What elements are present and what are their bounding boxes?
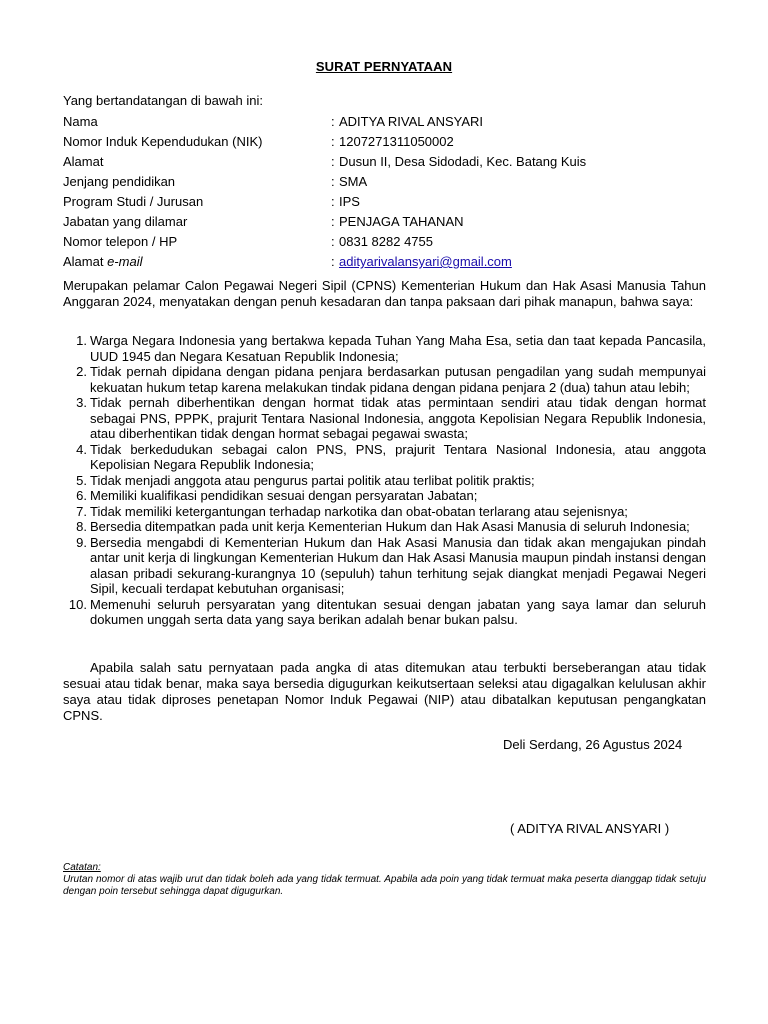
identity-row xyxy=(63,132,663,152)
list-number: 3. xyxy=(76,395,87,410)
list-text: Tidak berkedudukan sebagai calon PNS, PNS, prajurit Tentara Nasional Indonesia, atau anggota Kepolisian Negara Republik Indonesia; xyxy=(90,441,706,472)
closing-paragraph: Apabila salah satu pernyataan pada angka di atas ditemukan atau terbukti berseberangan atau tidak sesuai atau tidak benar, maka saya bersedia digugurkan keikutsertaan seleksi atau digagalkan kelulusan akhir saya atau tidak diproses penetapan Nomor Induk Pegawai (NIP) atau dibatalkan keputusan pengangkatan CPNS. xyxy=(63,660,706,723)
colon: : xyxy=(331,254,335,269)
intro-text: Yang bertandatangan di bawah ini: xyxy=(63,93,263,108)
identity-value: 1207271311050002 xyxy=(339,134,454,149)
email-label-italic: e-mail xyxy=(107,254,143,269)
identity-row xyxy=(63,232,663,252)
list-text: Warga Negara Indonesia yang bertakwa kepada Tuhan Yang Maha Esa, setia dan taat kepada Pancasila, UUD 1945 dan Negara Kesatuan Republik Indonesia; xyxy=(90,333,706,364)
opening-paragraph: Merupakan pelamar Calon Pegawai Negeri Sipil (CPNS) Kementerian Hukum dan Hak Asasi Manusia Tahun Anggaran 2024, menyatakan dengan penuh kesadaran dan tanpa paksaan dari pihak manapun, bahwa saya: xyxy=(63,278,706,309)
identity-value: 0831 8282 4755 xyxy=(339,234,433,249)
email-link[interactable]: adityarivalansyari@gmail.com xyxy=(339,254,512,269)
list-number: 5. xyxy=(76,472,87,488)
list-item xyxy=(63,535,706,597)
list-number: 4. xyxy=(76,441,87,457)
list-number: 10. xyxy=(68,596,87,612)
list-number: 6. xyxy=(76,488,87,503)
colon: : xyxy=(331,194,335,209)
identity-row xyxy=(63,152,663,172)
list-text: Memiliki kualifikasi pendidikan sesuai dengan persyaratan Jabatan; xyxy=(90,488,478,503)
list-item xyxy=(63,364,706,395)
statement-list xyxy=(63,333,706,628)
identity-row xyxy=(63,192,663,212)
list-text: Tidak menjadi anggota atau pengurus partai politik atau terlibat politik praktis; xyxy=(90,472,535,488)
list-text: Bersedia mengabdi di Kementerian Hukum dan Hak Asasi Manusia dan tidak akan mengajukan pindah antar unit kerja di lingkungan Kementerian Hukum dan Hak Asasi Manusia maupun pindah instansi dengan alasan pribadi sekurang-kurangnya 10 (sepuluh) tahun terhitung sejak diangkat menjadi Pegawai Negeri Sipil, kecuali terdapat kebutuhan organisasi; xyxy=(90,534,706,596)
note-block xyxy=(63,862,706,898)
list-number: 9. xyxy=(76,534,87,550)
identity-value: PENJAGA TAHANAN xyxy=(339,214,464,229)
colon: : xyxy=(331,214,335,229)
list-item xyxy=(63,442,706,473)
document-title: SURAT PERNYATAAN xyxy=(315,59,453,74)
note-caption: Catatan: xyxy=(63,862,101,873)
identity-label: Program Studi / Jurusan xyxy=(63,194,204,209)
identity-label: Nomor telepon / HP xyxy=(63,234,178,249)
list-text: Memenuhi seluruh persyaratan yang ditentukan sesuai dengan jabatan yang saya lamar dan seluruh dokumen unggah serta data yang saya berikan adalah benar bukan palsu. xyxy=(90,596,706,627)
list-number: 1. xyxy=(76,333,87,348)
identity-value: ADITYA RIVAL ANSYARI xyxy=(339,114,484,129)
list-item xyxy=(63,504,706,520)
list-number: 2. xyxy=(76,364,87,379)
identity-label: Jabatan yang dilamar xyxy=(63,214,188,229)
colon: : xyxy=(331,114,335,129)
email-label xyxy=(63,252,142,272)
identity-value: IPS xyxy=(339,194,360,209)
email-label-prefix: Alamat xyxy=(63,254,108,269)
list-text: Bersedia ditempatkan pada unit kerja Kementerian Hukum dan Hak Asasi Manusia di seluruh Indonesia; xyxy=(90,519,690,534)
colon: : xyxy=(331,154,335,169)
identity-row xyxy=(63,112,663,132)
colon: : xyxy=(331,174,335,189)
place-date: Deli Serdang, 26 Agustus 2024 xyxy=(503,737,683,752)
identity-row xyxy=(63,212,663,232)
colon: : xyxy=(331,134,335,149)
identity-label: Jenjang pendidikan xyxy=(63,174,176,189)
signer-name: ( ADITYA RIVAL ANSYARI ) xyxy=(510,821,670,836)
list-text: Tidak memiliki ketergantungan terhadap narkotika dan obat-obatan terlarang atau sejenisnya; xyxy=(90,503,628,519)
identity-table xyxy=(63,112,663,272)
identity-row-email xyxy=(63,252,663,272)
list-text: Tidak pernah diberhentikan dengan hormat tidak atas permintaan sendiri atau tidak dengan hormat sebagai PNS, PPPK, prajurit Tentara Nasional Indonesia, anggota Kepolisian Negara Republik Indonesia, atau diberhentikan tidak dengan hormat sebagai pegawai swasta; xyxy=(90,395,706,441)
identity-label: Nomor Induk Kependudukan (NIK) xyxy=(63,134,263,149)
list-number: 8. xyxy=(76,519,87,534)
list-item xyxy=(63,333,706,364)
list-number: 7. xyxy=(76,503,87,519)
identity-value: SMA xyxy=(339,174,368,189)
identity-row xyxy=(63,172,663,192)
list-item xyxy=(63,395,706,442)
list-item xyxy=(63,597,706,628)
identity-label: Alamat xyxy=(63,154,104,169)
identity-value: Dusun II, Desa Sidodadi, Kec. Batang Kuis xyxy=(339,154,587,169)
list-item xyxy=(63,488,706,504)
colon: : xyxy=(331,234,335,249)
list-item xyxy=(63,473,706,489)
identity-label: Nama xyxy=(63,114,98,129)
list-text: Tidak pernah dipidana dengan pidana penjara berdasarkan putusan pengadilan yang sudah mempunyai kekuatan hukum tetap karena melakukan tindak pidana dengan pidana penjara 2 (dua) tahun atau lebih; xyxy=(90,364,706,395)
note-text: Urutan nomor di atas wajib urut dan tidak boleh ada yang tidak termuat. Apabila ada poin yang tidak termuat maka peserta dianggap tidak setuju dengan poin tersebut sehingga dapat digugurkan. xyxy=(63,874,706,897)
list-item xyxy=(63,519,706,535)
